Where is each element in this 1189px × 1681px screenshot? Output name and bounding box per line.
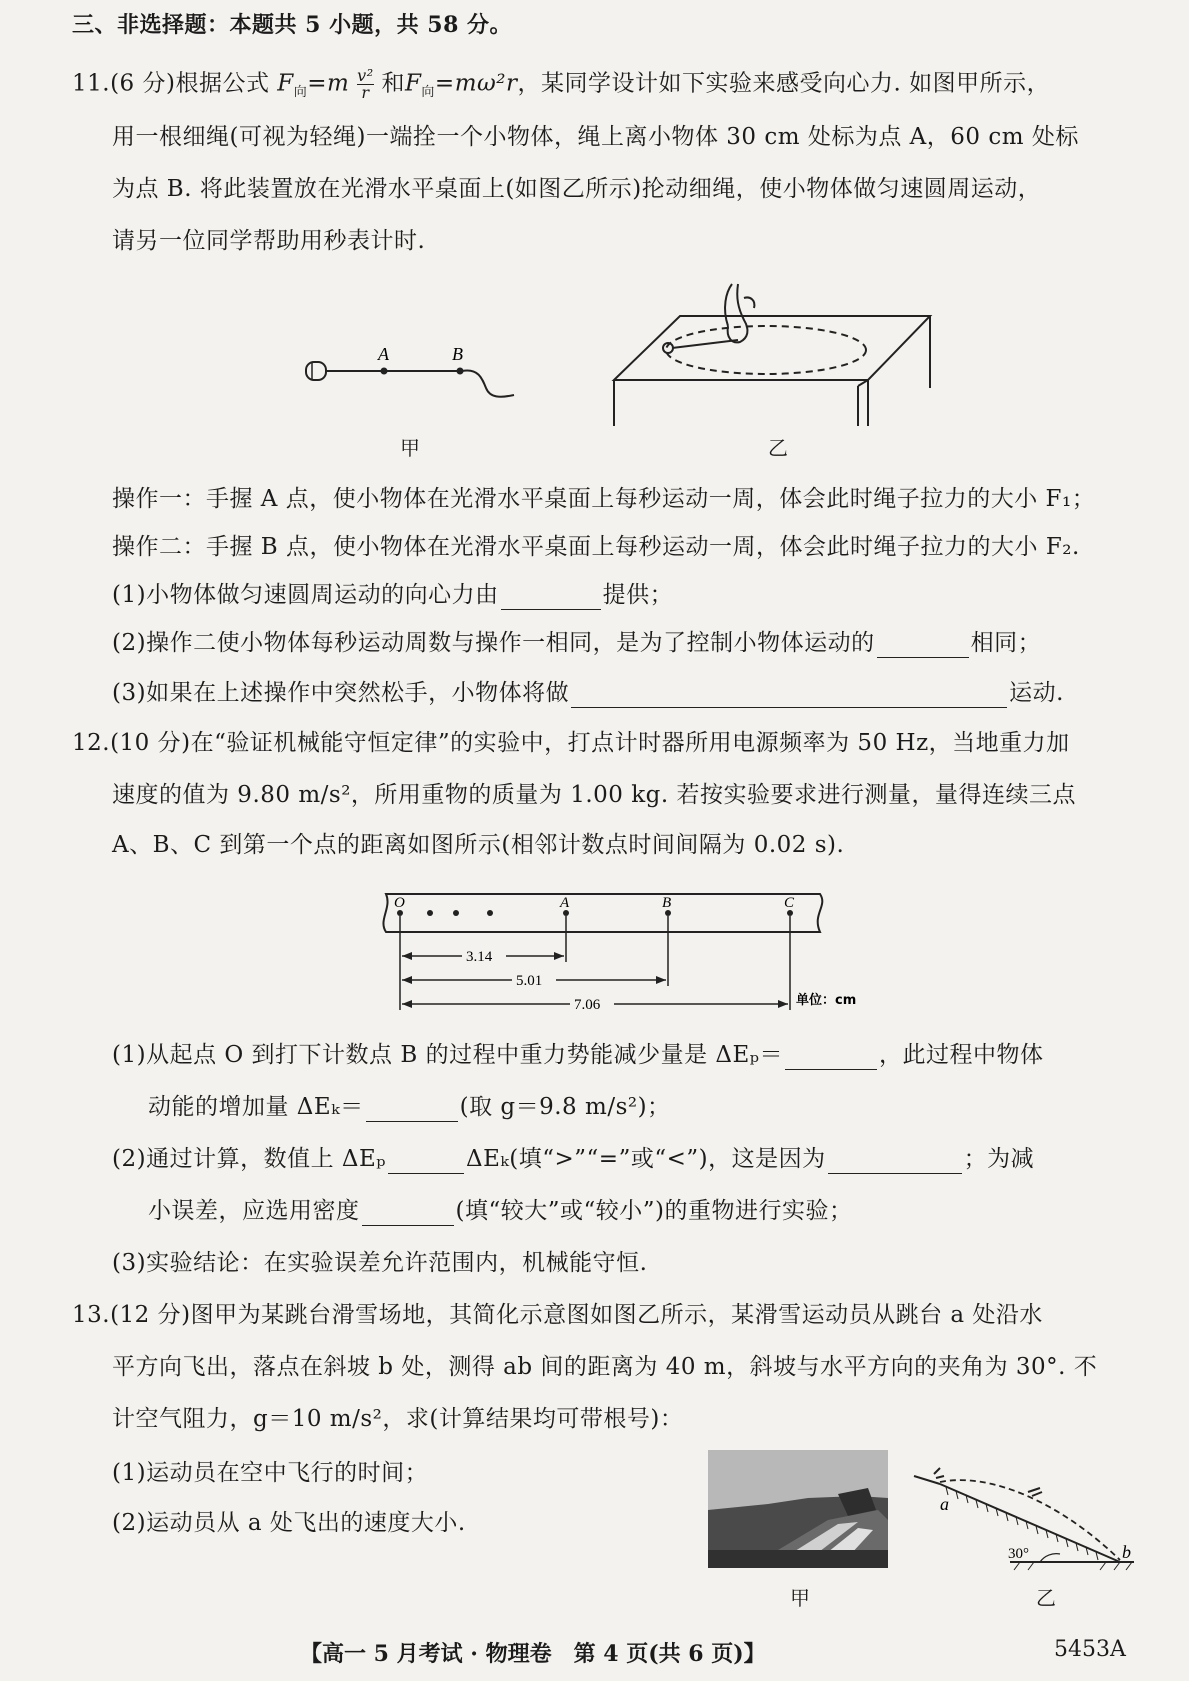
formula-F2-sub: 向 bbox=[421, 85, 435, 101]
answer-blank-12-2c[interactable] bbox=[362, 1203, 454, 1226]
answer-blank-12-1a[interactable] bbox=[785, 1047, 877, 1070]
skier-icon bbox=[934, 1468, 944, 1478]
q11-line3: 为点 B. 将此装置放在光滑水平桌面上(如图乙所示)抡动细绳，使小物体做匀速圆周运动， bbox=[112, 176, 1042, 202]
formula-F-sub: 向 bbox=[293, 85, 308, 101]
q11-s3-pre: (3)如果在上述操作中突然松手，小物体将做 bbox=[112, 680, 570, 706]
paper-code: 5453A bbox=[1054, 1637, 1126, 1662]
fraction-num: v² bbox=[357, 66, 374, 85]
q11-line1 bbox=[72, 68, 1050, 108]
q12-line1 bbox=[72, 728, 1070, 758]
q12-sub3: (3)实验结论：在实验误差允许范围内，机械能守恒. bbox=[112, 1250, 648, 1276]
q12-sub1-line2 bbox=[148, 1092, 671, 1122]
dimension-C bbox=[402, 994, 788, 1013]
q11-s1-pre: (1)小物体做匀速圆周运动的向心力由 bbox=[112, 582, 499, 608]
formula-eq1: =m bbox=[307, 70, 350, 97]
q13-line1-text: (12 分)图甲为某跳台滑雪场地，其简化示意图如图乙所示，某滑雪运动员从跳台 a 处沿水 bbox=[110, 1302, 1043, 1328]
q13-line3: 计空气阻力，g＝10 m/s²，求(计算结果均可带根号)： bbox=[112, 1406, 684, 1432]
answer-blank-12-1b[interactable] bbox=[366, 1099, 458, 1122]
tape-label-B: B bbox=[662, 895, 672, 911]
q11-score: (6 分) bbox=[110, 70, 176, 97]
q11-lead: 根据公式 bbox=[175, 70, 270, 97]
dot-3 bbox=[487, 910, 493, 916]
rope-figure bbox=[300, 340, 530, 420]
q11-s3-post: 运动. bbox=[1009, 680, 1064, 706]
q13-line1 bbox=[72, 1300, 1043, 1330]
q12-line3: A、B、C 到第一个点的距离如图所示(相邻计数点时间间隔为 0.02 s). bbox=[112, 832, 845, 858]
q12-num: 12. bbox=[72, 730, 111, 756]
q11-line4: 请另一位同学帮助用秒表计时. bbox=[112, 228, 426, 254]
answer-blank-11-3[interactable] bbox=[571, 685, 1007, 708]
q11-line1-rest: ，某同学设计如下实验来感受向心力. 如图甲所示， bbox=[517, 70, 1051, 97]
angle-label: 30° bbox=[1008, 1546, 1029, 1562]
ski-jump-photo bbox=[708, 1450, 888, 1568]
q13-sub2: (2)运动员从 a 处飞出的速度大小. bbox=[112, 1510, 466, 1536]
slope-diagram bbox=[910, 1462, 1138, 1572]
q12-s2-c: ；为减 bbox=[963, 1146, 1035, 1172]
q11-sub3 bbox=[112, 678, 1064, 708]
tape-label-A: A bbox=[560, 895, 570, 911]
dimension-B bbox=[402, 970, 666, 989]
circular-path bbox=[666, 326, 866, 374]
q12-s2-a: (2)通过计算，数值上 ΔEₚ bbox=[112, 1146, 386, 1172]
dist-B-label: 5.01 bbox=[516, 973, 543, 989]
q12-s2-e: (填“较大”或“较小”)的重物进行实验； bbox=[455, 1198, 853, 1224]
fig-caption-jia: 甲 bbox=[400, 436, 420, 460]
dimension-A bbox=[402, 946, 564, 965]
dist-A-label: 3.14 bbox=[466, 949, 493, 965]
q11-and: 和 bbox=[381, 70, 405, 97]
q12-s2-b: ΔEₖ(填“>”“=”或“<”)，这是因为 bbox=[466, 1146, 826, 1172]
object-shape bbox=[306, 362, 326, 380]
label-B: B bbox=[452, 344, 463, 364]
q11-op2: 操作二：手握 B 点，使小物体在光滑水平桌面上每秒运动一周，体会此时绳子拉力的大小 F₂. bbox=[112, 534, 1080, 560]
answer-blank-12-2a[interactable] bbox=[388, 1151, 464, 1174]
q12-sub2-line1 bbox=[112, 1144, 1034, 1174]
unit-label: 单位：cm bbox=[796, 993, 857, 1008]
paper-tape bbox=[383, 894, 822, 932]
label-b: b bbox=[1122, 1542, 1131, 1562]
formula-F2: F bbox=[404, 70, 422, 97]
q11-line2: 用一根细绳(可视为轻绳)一端拴一个小物体，绳上离小物体 30 cm 处标为点 A，60 cm 处标 bbox=[112, 124, 1079, 150]
q11-s1-post: 提供； bbox=[602, 582, 674, 608]
answer-blank-11-1[interactable] bbox=[501, 587, 601, 610]
rope-on-table bbox=[672, 340, 738, 348]
q11-sub2 bbox=[112, 628, 1041, 658]
q12-s1-a: (1)从起点 O 到打下计数点 B 的过程中重力势能减少量是 ΔEₚ＝ bbox=[112, 1042, 783, 1068]
q12-s1-c: 动能的增加量 ΔEₖ＝ bbox=[148, 1094, 364, 1120]
hand-icon bbox=[725, 284, 754, 342]
rope-end bbox=[462, 370, 514, 396]
slope-line bbox=[940, 1484, 1120, 1562]
answer-blank-11-2[interactable] bbox=[877, 635, 969, 658]
dist-C-label: 7.06 bbox=[574, 997, 601, 1013]
q12-line1-text: (10 分)在“验证机械能守恒定律”的实验中，打点计时器所用电源频率为 50 Hz，当地重力加 bbox=[110, 730, 1070, 756]
answer-blank-12-2b[interactable] bbox=[828, 1151, 962, 1174]
q12-s1-d: (取 g＝9.8 m/s²)； bbox=[459, 1094, 671, 1120]
q12-sub2-line2 bbox=[148, 1196, 852, 1226]
skier-midair-icon bbox=[1028, 1488, 1042, 1496]
q11-op1: 操作一：手握 A 点，使小物体在光滑水平桌面上每秒运动一周，体会此时绳子拉力的大小 F₁； bbox=[112, 486, 1096, 512]
formula-eq2: =mω²r bbox=[434, 70, 518, 97]
q11-s2-pre: (2)操作二使小物体每秒运动周数与操作一相同，是为了控制小物体运动的 bbox=[112, 630, 875, 656]
fig13-caption-jia: 甲 bbox=[790, 1586, 810, 1610]
q13-sub1: (1)运动员在空中飞行的时间； bbox=[112, 1460, 429, 1486]
q11-num: 11. bbox=[72, 70, 111, 97]
q12-s2-d: 小误差，应选用密度 bbox=[148, 1198, 360, 1224]
formula-F: F bbox=[277, 70, 294, 97]
section-header: 三、非选择题：本题共 5 小题，共 58 分。 bbox=[72, 12, 513, 38]
fig13-caption-yi: 乙 bbox=[1036, 1586, 1056, 1610]
fig-caption-yi: 乙 bbox=[768, 436, 788, 460]
page-footer: 【高一 5 月考试 · 物理卷 第 4 页(共 6 页)】 bbox=[300, 1641, 766, 1667]
tape-label-C: C bbox=[784, 895, 795, 911]
dot-1 bbox=[427, 910, 433, 916]
q13-line2: 平方向飞出，落点在斜坡 b 处，测得 ab 间的距离为 40 m，斜坡与水平方向的夹角为 30°. 不 bbox=[112, 1354, 1098, 1380]
tape-figure bbox=[372, 886, 872, 1016]
fraction-den: r bbox=[361, 83, 370, 102]
label-A: A bbox=[378, 344, 389, 364]
point-A bbox=[381, 368, 388, 375]
q13-num: 13. bbox=[72, 1302, 111, 1328]
label-a: a bbox=[940, 1494, 949, 1514]
formula-fraction bbox=[357, 68, 373, 101]
q12-line2: 速度的值为 9.80 m/s²，所用重物的质量为 1.00 kg. 若按实验要求进行测量，量得连续三点 bbox=[112, 782, 1077, 808]
tape-label-O: O bbox=[394, 895, 405, 911]
q11-sub1 bbox=[112, 580, 673, 610]
q11-s2-post: 相同； bbox=[970, 630, 1042, 656]
q12-s1-b: ，此过程中物体 bbox=[879, 1042, 1044, 1068]
q12-sub1-line1 bbox=[112, 1040, 1044, 1070]
table-figure bbox=[610, 278, 940, 428]
dot-2 bbox=[453, 910, 459, 916]
